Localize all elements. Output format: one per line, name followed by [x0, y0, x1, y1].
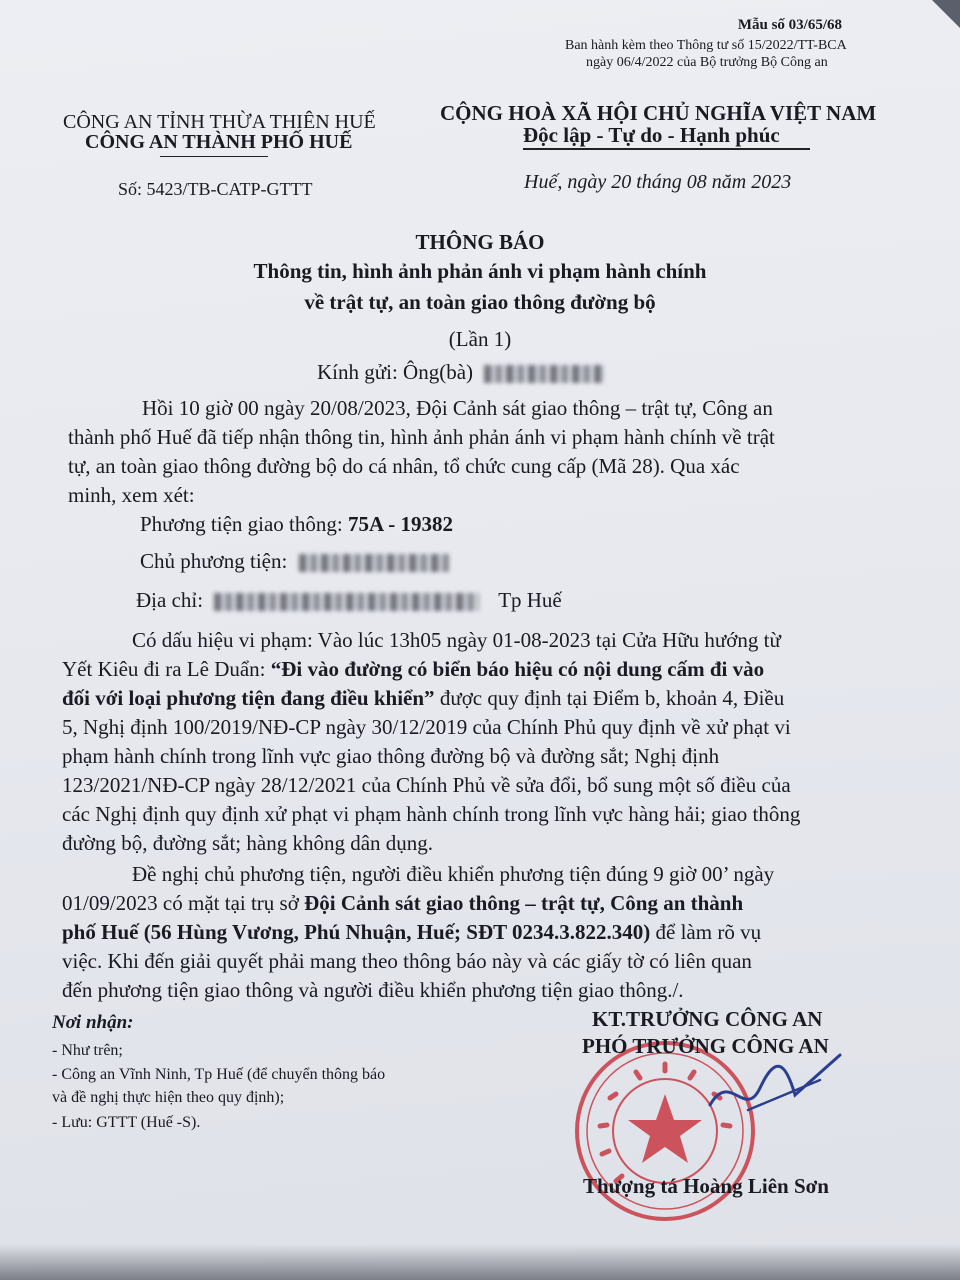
violation-paragraph: [62, 626, 800, 858]
form-number: Mẫu số 03/65/68: [737, 17, 842, 33]
address-label: Địa chỉ:: [136, 588, 204, 612]
violation-line: đối với loại phương tiện đang điều khiển” được quy định tại Điểm b, khoản 4, Điều: [62, 686, 785, 710]
page-corner: [932, 0, 960, 28]
intro-line: thành phố Huế đã tiếp nhận thông tin, hình ảnh phản ánh vi phạm hành chính về trật: [68, 425, 775, 449]
vehicle-line: [140, 512, 453, 537]
violation-line: 123/2021/NĐ-CP ngày 28/12/2021 của Chính Phủ về sửa đổi, bổ sung một số điều của: [62, 773, 791, 797]
page-edge-shadow: [0, 1244, 960, 1280]
intro-line: Hồi 10 giờ 00 ngày 20/08/2023, Đội Cảnh sát giao thông – trật tự, Công an: [142, 396, 773, 420]
signature-title-1: KT.TRƯỞNG CÔNG AN: [592, 1007, 823, 1031]
recipient-item: - Như trên;: [52, 1042, 123, 1059]
request-line: đến phương tiện giao thông và người điều khiển phương tiện giao thông./.: [62, 978, 684, 1002]
intro-line: minh, xem xét:: [68, 483, 195, 507]
redacted-name: [484, 365, 604, 383]
handwritten-signature-icon: [700, 1050, 850, 1130]
vehicle-label: Phương tiện giao thông:: [140, 512, 343, 536]
agency-name: CÔNG AN THÀNH PHỐ HUẾ: [85, 131, 353, 153]
address-city: Tp Huế: [498, 588, 562, 612]
nation-title: CỘNG HOÀ XÃ HỘI CHỦ NGHĨA VIỆT NAM: [440, 101, 877, 125]
intro-paragraph: [68, 394, 775, 510]
document-title: THÔNG BÁO: [415, 230, 545, 254]
recipients-title: Nơi nhận:: [52, 1012, 134, 1033]
recipient-item: - Lưu: GTTT (Huế -S).: [52, 1114, 201, 1131]
document-subtitle-1: Thông tin, hình ảnh phản ánh vi phạm hành chính: [253, 259, 707, 283]
address-line: [136, 588, 562, 613]
intro-line: tự, an toàn giao thông đường bộ do cá nhân, tổ chức cung cấp (Mã 28). Qua xác: [68, 454, 740, 478]
violation-line: Có dấu hiệu vi phạm: Vào lúc 13h05 ngày 01-08-2023 tại Cửa Hữu hướng từ: [132, 628, 781, 652]
request-paragraph: [62, 860, 774, 1005]
salutation: [317, 360, 604, 385]
national-motto: Độc lập - Tự do - Hạnh phúc: [523, 123, 780, 147]
agency-parent: CÔNG AN TỈNH THỪA THIÊN HUẾ: [63, 111, 376, 133]
redacted-owner: [299, 554, 449, 572]
signature-title-2: PHÓ TRƯỞNG CÔNG AN: [582, 1034, 829, 1058]
redacted-address: [214, 593, 479, 611]
salutation-label: Kính gửi: Ông(bà): [317, 360, 474, 384]
signer-name: Thượng tá Hoàng Liên Sơn: [583, 1174, 829, 1198]
issued-line-1: Ban hành kèm theo Thông tư số 15/2022/TT-BCA: [565, 38, 847, 53]
recipient-item: - Công an Vĩnh Ninh, Tp Huế (để chuyển thông báo: [52, 1066, 386, 1083]
motto-underline: [523, 148, 810, 150]
recipient-item: và đề nghị thực hiện theo quy định);: [52, 1089, 285, 1106]
violation-line: Yết Kiêu đi ra Lê Duẩn: “Đi vào đường có biển báo hiệu có nội dung cấm đi vào: [62, 657, 765, 681]
document-number: Số: 5423/TB-CATP-GTTT: [118, 179, 313, 199]
request-line: 01/09/2023 có mặt tại trụ sở Đội Cảnh sát giao thông – trật tự, Công an thành: [62, 891, 744, 915]
owner-line: [140, 549, 449, 574]
attempt-number: (Lần 1): [448, 327, 512, 351]
violation-line: phạm hành chính trong lĩnh vực giao thông đường bộ và đường sắt; Nghị định: [62, 744, 720, 768]
violation-line: đường bộ, đường sắt; hàng không dân dụng.: [62, 831, 434, 855]
vehicle-plate: 75A - 19382: [347, 512, 453, 536]
document-subtitle-2: về trật tự, an toàn giao thông đường bộ: [304, 290, 656, 314]
request-line: phố Huế (56 Hùng Vương, Phú Nhuận, Huế; SĐT 0234.3.822.340) để làm rõ vụ: [62, 920, 762, 944]
request-line: Đề nghị chủ phương tiện, người điều khiển phương tiện đúng 9 giờ 00’ ngày: [132, 862, 775, 886]
violation-line: 5, Nghị định 100/2019/NĐ-CP ngày 30/12/2019 của Chính Phủ quy định về xử phạt vi: [62, 715, 791, 739]
issued-line-2: ngày 06/4/2022 của Bộ trưởng Bộ Công an: [586, 55, 828, 70]
violation-line: các Nghị định quy định xử phạt vi phạm hành chính trong lĩnh vực hàng hải; giao thông: [62, 802, 801, 826]
owner-label: Chủ phương tiện:: [140, 549, 288, 573]
agency-underline: [160, 156, 268, 157]
request-line: việc. Khi đến giải quyết phải mang theo thông báo này và các giấy tờ có liên quan: [62, 949, 752, 973]
date-line: Huế, ngày 20 tháng 08 năm 2023: [524, 171, 792, 193]
